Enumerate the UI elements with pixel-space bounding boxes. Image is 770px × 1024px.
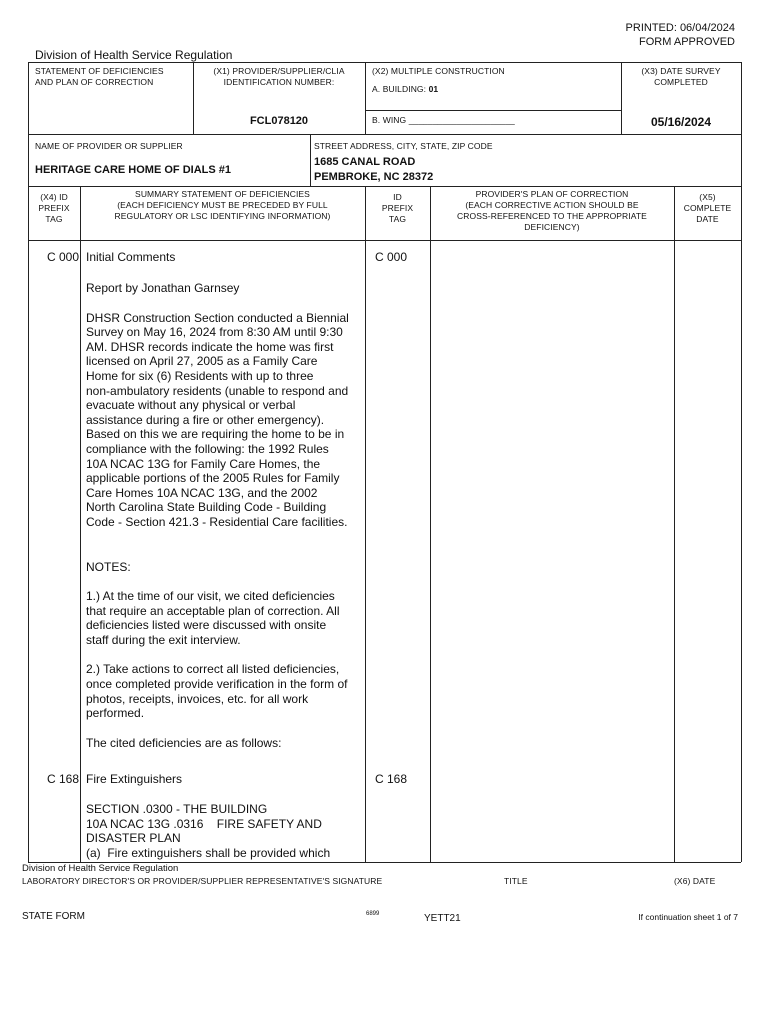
summary-content — [86, 281, 364, 764]
form-approved: FORM APPROVED — [639, 36, 735, 48]
note-1: 1.) At the time of our visit, we cited deficiencies that require an acceptable plan of correction. All deficiencies listed were discussed with onsite staff during the exit interview. — [86, 589, 340, 647]
row-title: Fire Extinguishers — [86, 772, 183, 786]
row-title: Initial Comments — [86, 250, 176, 264]
form-code: YETT21 — [424, 913, 461, 924]
x5-header: (X5) COMPLETE DATE — [683, 192, 732, 224]
row-id-tag: C 168 — [375, 772, 408, 786]
cited-deficiencies: The cited deficiencies are as follows: — [86, 735, 282, 750]
wing-label: B. WING ______________________ — [372, 115, 515, 125]
summary-header: SUMMARY STATEMENT OF DEFICIENCIES (EACH DEFICIENCY MUST BE PRECEDED BY FULL REGULATORY OR LSC IDENTIFYING INFORMATION) — [114, 189, 331, 221]
row-id-tag: C 000 — [375, 250, 408, 264]
provider-name-label: NAME OF PROVIDER OR SUPPLIER — [35, 141, 183, 151]
state-form-label: STATE FORM — [22, 911, 85, 922]
statement-label: STATEMENT OF DEFICIENCIES AND PLAN OF CORRECTION — [35, 66, 164, 87]
building-value: 01 — [428, 84, 439, 94]
x3-label: (X3) DATE SURVEY COMPLETED — [641, 66, 721, 87]
agency-header: Division of Health Service Regulation — [35, 48, 233, 62]
address-label: STREET ADDRESS, CITY, STATE, ZIP CODE — [314, 141, 493, 151]
row-tag: C 000 — [46, 250, 79, 264]
address-line2: PEMBROKE, NC 28372 — [314, 171, 434, 183]
x2-label: (X2) MULTIPLE CONSTRUCTION — [372, 66, 505, 76]
x1-label: (X1) PROVIDER/SUPPLIER/CLIA IDENTIFICATION NUMBER: — [213, 66, 345, 87]
report-by: Report by Jonathan Garnsey — [86, 281, 240, 295]
building-field — [372, 84, 438, 94]
note-2: 2.) Take actions to correct all listed deficiencies, once completed provide verification in the form of photos, receipts, invoices, etc. for all work performed. — [86, 662, 348, 721]
x1-value: FCL078120 — [249, 115, 309, 127]
building-label: A. BUILDING: — [372, 84, 427, 94]
continuation-sheet: If continuation sheet 1 of 7 — [638, 912, 738, 922]
x4-header: (X4) ID PREFIX TAG — [38, 192, 70, 224]
x3-value: 05/16/2024 — [650, 115, 712, 129]
row-tag: C 168 — [46, 772, 79, 786]
x6-date-label: (X6) DATE — [674, 876, 716, 886]
form-number: 6899 — [366, 911, 380, 917]
address-line1: 1685 CANAL ROAD — [314, 156, 416, 168]
provider-name: HERITAGE CARE HOME OF DIALS #1 — [35, 164, 231, 176]
section-text: SECTION .0300 - THE BUILDING 10A NCAC 13G .0316 FIRE SAFETY AND DISASTER PLAN (a) Fire extinguishers shall be provided which — [86, 802, 331, 860]
plan-header: PROVIDER'S PLAN OF CORRECTION (EACH CORRECTIVE ACTION SHOULD BE CROSS-REFERENCED TO THE APPROPRIATE DEFICIENCY) — [457, 189, 647, 232]
title-label: TITLE — [504, 876, 528, 886]
notes-heading: NOTES: — [86, 559, 131, 574]
id-header: ID PREFIX TAG — [381, 192, 414, 224]
footer-agency: Division of Health Service Regulation — [22, 863, 179, 874]
printed-date: PRINTED: 06/04/2024 — [625, 22, 735, 34]
survey-paragraph: DHSR Construction Section conducted a Biennial Survey on May 16, 2024 from 8:30 AM until 9:30 AM. DHSR records indicate the home was first licensed on April 27, 2005 as a Family Care Home for six (6) Residents with up to three non-ambulatory residents (unable to respond and evacuate without any physical or verbal assistance during a fire or other emergency). Based on this we are requiring the home to be in compliance with the following: the 1992 Rules 10A NCAC 13G for Family Care Homes, the applicable portions of the 2005 Rules for Family Care Homes 10A NCAC 13G, and the 2002 North Carolina State Building Code - Building Code - Section 421.3 - Residential Care facilities. — [86, 310, 349, 529]
signature-label: LABORATORY DIRECTOR'S OR PROVIDER/SUPPLIER REPRESENTATIVE'S SIGNATURE — [22, 876, 383, 886]
